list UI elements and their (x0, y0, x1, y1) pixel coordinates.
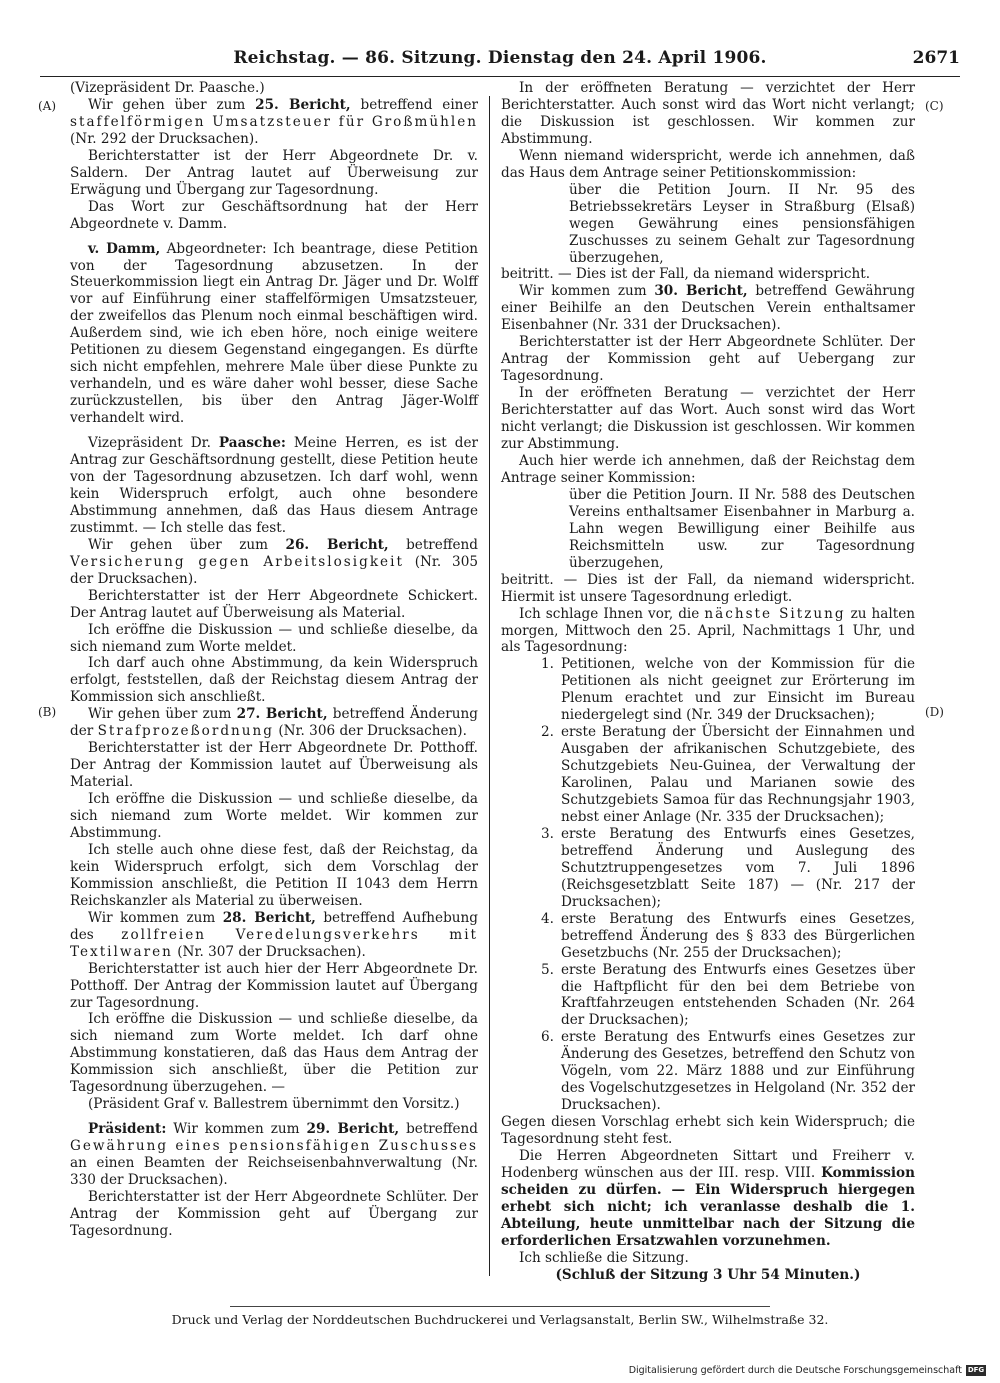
motion-text: über die Petition Journ. II Nr. 588 des Deutschen Vereins enthaltsamer Eisenbahner in Marburg a. Lahn wegen Bewilligung einer Beihilfe aus Reichsmitteln usw. zur Tagesordnung überzugehen, (569, 486, 915, 571)
agenda-item: 6. erste Beratung des Entwurfs eines Gesetzes zur Änderung des Gesetzes, betreffend den Schutz von Vögeln, vom 22. März 1888 und zur Einführung des Vogelschutzgesetzes in Helgoland (Nr. 352 der Drucksachen). (541, 1029, 915, 1114)
page-number: 2671 (912, 48, 960, 68)
agenda-item: 2. erste Beratung der Übersicht der Einnahmen und Ausgaben der afrikanischen Schutzgebiete, des Schutzgebiets Neu-Guinea, der Verwaltung der Karolinen, Palau und Marianen sowie des Schutzgebiets Samoa für das Rechnungsjahr 1903, nebst einer Anlage (Nr. 335 der Drucksachen); (541, 724, 915, 825)
speaker-note: (Vizepräsident Dr. Paasche.) (70, 80, 265, 96)
session-end-note: (Schluß der Sitzung 3 Uhr 54 Minuten.) (555, 1266, 861, 1283)
margin-mark-b: (B) (38, 705, 57, 719)
column-divider (489, 96, 490, 1276)
right-column (501, 80, 915, 1284)
paragraph: Berichterstatter ist der Herr Abgeordnete Schlüter. Der Antrag der Kommission geht auf Uebergang zur Tagesordnung. (501, 334, 915, 385)
speech: Vizepräsident Dr. Paasche: Meine Herren, es ist der Antrag zur Geschäftsordnung gestellt, diese Petition heute von der Tagesordnung abzusetzen. Ich darf wohl, wenn kein Widerspruch erfolgt, auch ohne besondere Abstimmung annehmen, daß das Haus diesem Antrage zustimmt. — Ich stelle das fest. (70, 435, 478, 536)
paragraph: Berichterstatter ist der Herr Abgeordnete Dr. v. Saldern. Der Antrag lautet auf Überweisung zur Erwägung und Übergang zur Tagesordnung. (70, 147, 478, 198)
margin-mark-a: (A) (38, 99, 57, 113)
page-header (40, 48, 960, 74)
paragraph: Berichterstatter ist der Herr Abgeordnete Dr. Potthoff. Der Antrag der Kommission lautet auf Überweisung als Material. (70, 740, 478, 791)
paragraph: Ich eröffne die Diskussion — und schließe dieselbe, da sich niemand zum Worte meldet. Wir kommen zur Abstimmung. (70, 791, 478, 841)
speech: Präsident: Wir kommen zum 29. Bericht, betreffend Gewährung eines pensionsfähigen Zuschusses an einen Beamten der Reichseisenbahnverwaltung (Nr. 330 der Drucksachen). (70, 1121, 478, 1189)
paragraph: Ich eröffne die Diskussion — und schließe dieselbe, da sich niemand zum Worte meldet. (70, 621, 478, 655)
paragraph: Berichterstatter ist der Herr Abgeordnete Schickert. Der Antrag lautet auf Überweisung als Material. (70, 587, 478, 621)
running-title: Reichstag. — 86. Sitzung. Dienstag den 24. April 1906. (233, 48, 767, 68)
agenda-list (501, 656, 915, 1114)
footer-rule (230, 1306, 770, 1307)
margin-mark-c: (C) (925, 99, 944, 113)
paragraph: Die Herren Abgeordneten Sittart und Freiherr v. Hodenberg wünschen aus der III. resp. VIII. Kommission scheiden zu dürfen. — Ein Widerspruch hiergegen erhebt sich nicht; ich veranlasse deshalb die 1. Abteilung, heute unmittelbar nach der Sitzung die erforderlichen Ersatzwahlen vorzunehmen. (501, 1148, 915, 1249)
stage-note: (Präsident Graf v. Ballestrem übernimmt den Vorsitz.) (88, 1096, 460, 1113)
paragraph: Wir gehen über zum 27. Bericht, betreffend Änderung der Strafprozeßordnung (Nr. 306 der Drucksachen). (70, 706, 478, 740)
paragraph: Ich darf auch ohne Abstimmung, da kein Widerspruch erfolgt, feststellen, daß der Reichstag diesem Antrag der Kommission sich anschließt. (70, 655, 478, 706)
digitization-notice (629, 1365, 986, 1376)
paragraph: Berichterstatter ist auch hier der Herr Abgeordnete Dr. Potthoff. Der Antrag der Kommission lautet auf Übergang zur Tagesordnung. (70, 960, 478, 1011)
paragraph: Ich eröffne die Diskussion — und schließe dieselbe, da sich niemand zum Worte meldet. Ich darf ohne Abstimmung konstatieren, daß das Haus dem Antrag der Kommission sich anschließt, über die Petition zur Tagesordnung überzugehen. — (70, 1011, 478, 1096)
imprint: Druck und Verlag der Norddeutschen Buchdruckerei und Verlagsanstalt, Berlin SW., Wilhelmstraße 32. (171, 1312, 829, 1327)
closing-statement: Ich schließe die Sitzung. (519, 1249, 689, 1266)
paragraph: Das Wort zur Geschäftsordnung hat der Herr Abgeordnete v. Damm. (70, 198, 478, 232)
paragraph: Wir gehen über zum 25. Bericht, betreffend einer staffelförmigen Umsatzsteuer für Großmühlen (Nr. 292 der Drucksachen). (70, 96, 478, 147)
speech: v. Damm, Abgeordneter: Ich beantrage, diese Petition von der Tagesordnung abzusetzen. In der Steuerkommission liegt ein Antrag Dr. Jäger und Dr. Wolff vor auf Einführung einer staffelförmigen Umsatzsteuer, der zweifellos das Plenum noch einmal beschäftigen wird. Außerdem sind, wie ich eben höre, noch einige weitere Petitionen zu diesem Gegenstand eingegangen. Es dürfte sich nicht empfehlen, mehrere Male über diese Punkte zu verhandeln, und es wäre daher wohl besser, diese Sache zurückzustellen, bis über den Antrag Jäger-Wolff verhandelt wird. (70, 240, 479, 427)
paragraph: In der eröffneten Beratung — verzichtet der Herr Berichterstatter auf das Wort. Auch sonst wird das Wort nicht verlangt; die Diskussion ist geschlossen. Wir kommen zur Abstimmung. (501, 385, 915, 453)
agenda-item: 3. erste Beratung des Entwurfs eines Gesetzes, betreffend Änderung und Auslegung des Schutztruppengesetzes vom 7. Juli 1896 (Reichsgesetzblatt Seite 187) — (Nr. 217 der Drucksachen); (541, 825, 915, 910)
paragraph: Wir kommen zum 30. Bericht, betreffend Gewährung einer Beihilfe an den Deutschen Verein enthaltsamer Eisenbahner (Nr. 331 der Drucksachen). (501, 283, 915, 334)
paragraph: Ich schlage Ihnen vor, die nächste Sitzung zu halten morgen, Mittwoch den 25. April, Nachmittags 1 Uhr, und als Tagesordnung: (501, 605, 916, 656)
agenda-item: 1. Petitionen, welche von der Kommission für die Petitionen als nicht geeignet zur Erörterung im Plenum erachtet und zur Einsicht im Bureau niedergelegt sind (Nr. 349 der Drucksachen); (541, 656, 915, 724)
paragraph: In der eröffneten Beratung — verzichtet der Herr Berichterstatter. Auch sonst wird das Wort nicht verlangt; die Diskussion ist geschlossen. Wir kommen zur Abstimmung. (501, 80, 915, 147)
agenda-item: 5. erste Beratung des Entwurfs eines Gesetzes über die Haftpflicht für den bei dem Betriebe von Kraftfahrzeugen entstehenden Schaden (Nr. 264 der Drucksachen); (541, 961, 915, 1029)
margin-mark-d: (D) (925, 705, 944, 719)
agenda-item: 4. erste Beratung des Entwurfs eines Gesetzes, betreffend Änderung des § 833 des Bürgerlichen Gesetzbuchs (Nr. 255 der Drucksachen); (541, 910, 915, 961)
left-column (70, 80, 478, 1240)
header-rule (40, 76, 960, 77)
digitization-text: Digitalisierung gefördert durch die Deutsche Forschungsgemeinschaft (628, 1365, 962, 1376)
paragraph: Wir kommen zum 28. Bericht, betreffend Aufhebung des zollfreien Veredelungsverkehrs mit Textilwaren (Nr. 307 der Drucksachen). (70, 909, 479, 960)
paragraph: beitritt. — Dies ist der Fall, da niemand widerspricht. (501, 266, 871, 283)
paragraph: Wir gehen über zum 26. Bericht, betreffend Versicherung gegen Arbeitslosigkeit (Nr. 305 der Drucksachen). (70, 536, 478, 587)
dfg-logo-icon: DFG (967, 1366, 985, 1374)
paragraph: Ich stelle auch ohne diese fest, daß der Reichstag, da kein Widerspruch erfolgt, sich dem Vorschlag der Kommission anschließt, die Petition II 1043 dem Herrn Reichskanzler als Material zu überweisen. (70, 841, 478, 909)
motion-text: über die Petition Journ. II Nr. 95 des Betriebssekretärs Leyser in Straßburg (Elsaß) wegen Gewährung eines pensionsfähigen Zuschusses zu seinem Gehalt zur Tagesordnung überzugehen, (569, 181, 915, 266)
paragraph: Gegen diesen Vorschlag erhebt sich kein Widerspruch; die Tagesordnung steht fest. (501, 1114, 915, 1148)
paragraph: Wenn niemand widerspricht, werde ich annehmen, daß das Haus dem Antrage seiner Petitionskommission: (501, 147, 915, 181)
paragraph: Berichterstatter ist der Herr Abgeordnete Schlüter. Der Antrag der Kommission geht auf Übergang zur Tagesordnung. (70, 1189, 478, 1239)
paragraph: Auch hier werde ich annehmen, daß der Reichstag dem Antrage seiner Kommission: (501, 452, 915, 486)
paragraph: beitritt. — Dies ist der Fall, da niemand widerspricht. Hiermit ist unsere Tagesordnung erledigt. (501, 571, 915, 605)
